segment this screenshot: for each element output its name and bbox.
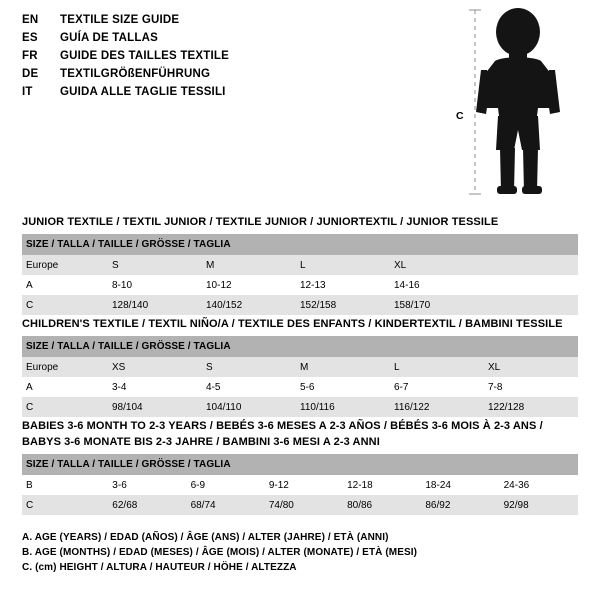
cell-b-6-babies: 24-36 bbox=[500, 475, 578, 495]
col-size-m-children: M bbox=[296, 357, 390, 377]
table-header-row bbox=[22, 336, 578, 357]
table-row bbox=[22, 295, 578, 315]
cell-c-4-babies: 80/86 bbox=[343, 495, 421, 515]
cell-c-l-junior: 152/158 bbox=[296, 295, 390, 315]
language-code-it: IT bbox=[22, 86, 33, 98]
header-row-it bbox=[22, 86, 442, 104]
cell-a-m-junior: 10-12 bbox=[202, 275, 296, 295]
table-row bbox=[22, 357, 578, 377]
cell-c-l-children: 116/122 bbox=[390, 397, 484, 417]
row-label-b-babies: B bbox=[22, 475, 108, 495]
cell-c-1-babies: 62/68 bbox=[108, 495, 186, 515]
cell-a-m-children: 5-6 bbox=[296, 377, 390, 397]
size-label-header-children: SIZE / TALLA / TAILLE / GRÖSSE / TAGLIA bbox=[22, 336, 578, 357]
size-label-header-babies: SIZE / TALLA / TAILLE / GRÖSSE / TAGLIA bbox=[22, 454, 578, 475]
table-row bbox=[22, 255, 578, 275]
col-size-xl-junior: XL bbox=[390, 255, 484, 275]
guide-title-es: GUÍA DE TALLAS bbox=[60, 32, 158, 44]
section-children bbox=[22, 318, 578, 417]
section-title-babies: BABIES 3-6 MONTH TO 2-3 YEARS / BEBÉS 3-6 MESES A 2-3 AÑOS / BÉBÉS 3-6 MOIS À 2-3 ANS / bbox=[22, 420, 543, 432]
guide-title-de: TEXTILGRÖßENFÜHRUNG bbox=[60, 68, 211, 80]
language-code-de: DE bbox=[22, 68, 39, 80]
table-row bbox=[22, 475, 578, 495]
cell-a-l-junior: 12-13 bbox=[296, 275, 390, 295]
col-region-children: Europe bbox=[22, 357, 108, 377]
row-label-a-children: A bbox=[22, 377, 108, 397]
cell-c-xl-junior: 158/170 bbox=[390, 295, 484, 315]
table-row bbox=[22, 495, 578, 515]
section-title-children: CHILDREN'S TEXTILE / TEXTIL NIÑO/A / TEXTILE DES ENFANTS / KINDERTEXTIL / BAMBINI TESSILE bbox=[22, 318, 563, 330]
section-junior bbox=[22, 216, 578, 315]
cell-a-s-junior: 8-10 bbox=[108, 275, 202, 295]
cell-c-2-babies: 68/74 bbox=[187, 495, 265, 515]
size-table-children bbox=[22, 336, 578, 417]
cell-c-3-babies: 74/80 bbox=[265, 495, 343, 515]
legend-block bbox=[22, 530, 578, 575]
table-row bbox=[22, 397, 578, 417]
cell-c-m-children: 110/116 bbox=[296, 397, 390, 417]
col-size-xl-children: XL bbox=[484, 357, 578, 377]
cell-b-5-babies: 18-24 bbox=[421, 475, 499, 495]
child-silhouette-figure bbox=[440, 4, 590, 204]
row-label-c-babies: C bbox=[22, 495, 108, 515]
col-size-l-children: L bbox=[390, 357, 484, 377]
figure-measure-label: C bbox=[456, 110, 464, 122]
legend-item-b: B. AGE (MONTHS) / EDAD (MESES) / ÂGE (MOIS) / ALTER (MONATE) / ETÀ (MESI) bbox=[22, 547, 418, 558]
header-row-fr bbox=[22, 50, 442, 68]
section-title-junior: JUNIOR TEXTILE / TEXTIL JUNIOR / TEXTILE JUNIOR / JUNIORTEXTIL / JUNIOR TESSILE bbox=[22, 216, 499, 228]
guide-title-fr: GUIDE DES TAILLES TEXTILE bbox=[60, 50, 229, 62]
col-size-s-junior: S bbox=[108, 255, 202, 275]
cell-a-xs-children: 3-4 bbox=[108, 377, 202, 397]
header-row-en bbox=[22, 14, 442, 32]
cell-c-xs-children: 98/104 bbox=[108, 397, 202, 417]
cell-c-6-babies: 92/98 bbox=[500, 495, 578, 515]
row-label-c-children: C bbox=[22, 397, 108, 417]
silhouette-icon bbox=[440, 4, 590, 204]
table-header-row bbox=[22, 234, 578, 255]
cell-c-xl-children: 122/128 bbox=[484, 397, 578, 417]
col-size-s-children: S bbox=[202, 357, 296, 377]
row-label-c-junior: C bbox=[22, 295, 108, 315]
cell-b-4-babies: 12-18 bbox=[343, 475, 421, 495]
size-table-babies bbox=[22, 454, 578, 515]
guide-title-it: GUIDA ALLE TAGLIE TESSILI bbox=[60, 86, 226, 98]
cell-b-3-babies: 9-12 bbox=[265, 475, 343, 495]
cell-a-xl-junior: 14-16 bbox=[390, 275, 484, 295]
cell-c-s-children: 104/110 bbox=[202, 397, 296, 417]
col-region-junior: Europe bbox=[22, 255, 108, 275]
cell-a-xl-children: 7-8 bbox=[484, 377, 578, 397]
cell-c-m-junior: 140/152 bbox=[202, 295, 296, 315]
col-size-m-junior: M bbox=[202, 255, 296, 275]
table-row bbox=[22, 377, 578, 397]
language-code-es: ES bbox=[22, 32, 38, 44]
section-babies bbox=[22, 420, 578, 515]
language-code-en: EN bbox=[22, 14, 39, 26]
col-size-xs-children: XS bbox=[108, 357, 202, 377]
cell-b-2-babies: 6-9 bbox=[187, 475, 265, 495]
header-row-de bbox=[22, 68, 442, 86]
language-code-fr: FR bbox=[22, 50, 38, 62]
cell-a-s-children: 4-5 bbox=[202, 377, 296, 397]
legend-item-a: A. AGE (YEARS) / EDAD (AÑOS) / ÂGE (ANS) / ALTER (JAHRE) / ETÀ (ANNI) bbox=[22, 532, 389, 543]
legend-item-c: C. (cm) HEIGHT / ALTURA / HAUTEUR / HÖHE / ALTEZZA bbox=[22, 562, 297, 573]
cell-c-s-junior: 128/140 bbox=[108, 295, 202, 315]
size-label-header-junior: SIZE / TALLA / TAILLE / GRÖSSE / TAGLIA bbox=[22, 234, 578, 255]
table-header-row bbox=[22, 454, 578, 475]
page-bottom-edge bbox=[0, 590, 600, 600]
section-title-babies-line2: BABYS 3-6 MONATE BIS 2-3 JAHRE / BAMBINI 3-6 MESI A 2-3 ANNI bbox=[22, 436, 380, 448]
cell-b-1-babies: 3-6 bbox=[108, 475, 186, 495]
col-size-l-junior: L bbox=[296, 255, 390, 275]
cell-a-l-children: 6-7 bbox=[390, 377, 484, 397]
size-table-junior bbox=[22, 234, 578, 315]
cell-c-5-babies: 86/92 bbox=[421, 495, 499, 515]
header-row-es bbox=[22, 32, 442, 50]
row-label-a-junior: A bbox=[22, 275, 108, 295]
language-title-block bbox=[22, 14, 442, 104]
guide-title-en: TEXTILE SIZE GUIDE bbox=[60, 14, 180, 26]
table-row bbox=[22, 275, 578, 295]
